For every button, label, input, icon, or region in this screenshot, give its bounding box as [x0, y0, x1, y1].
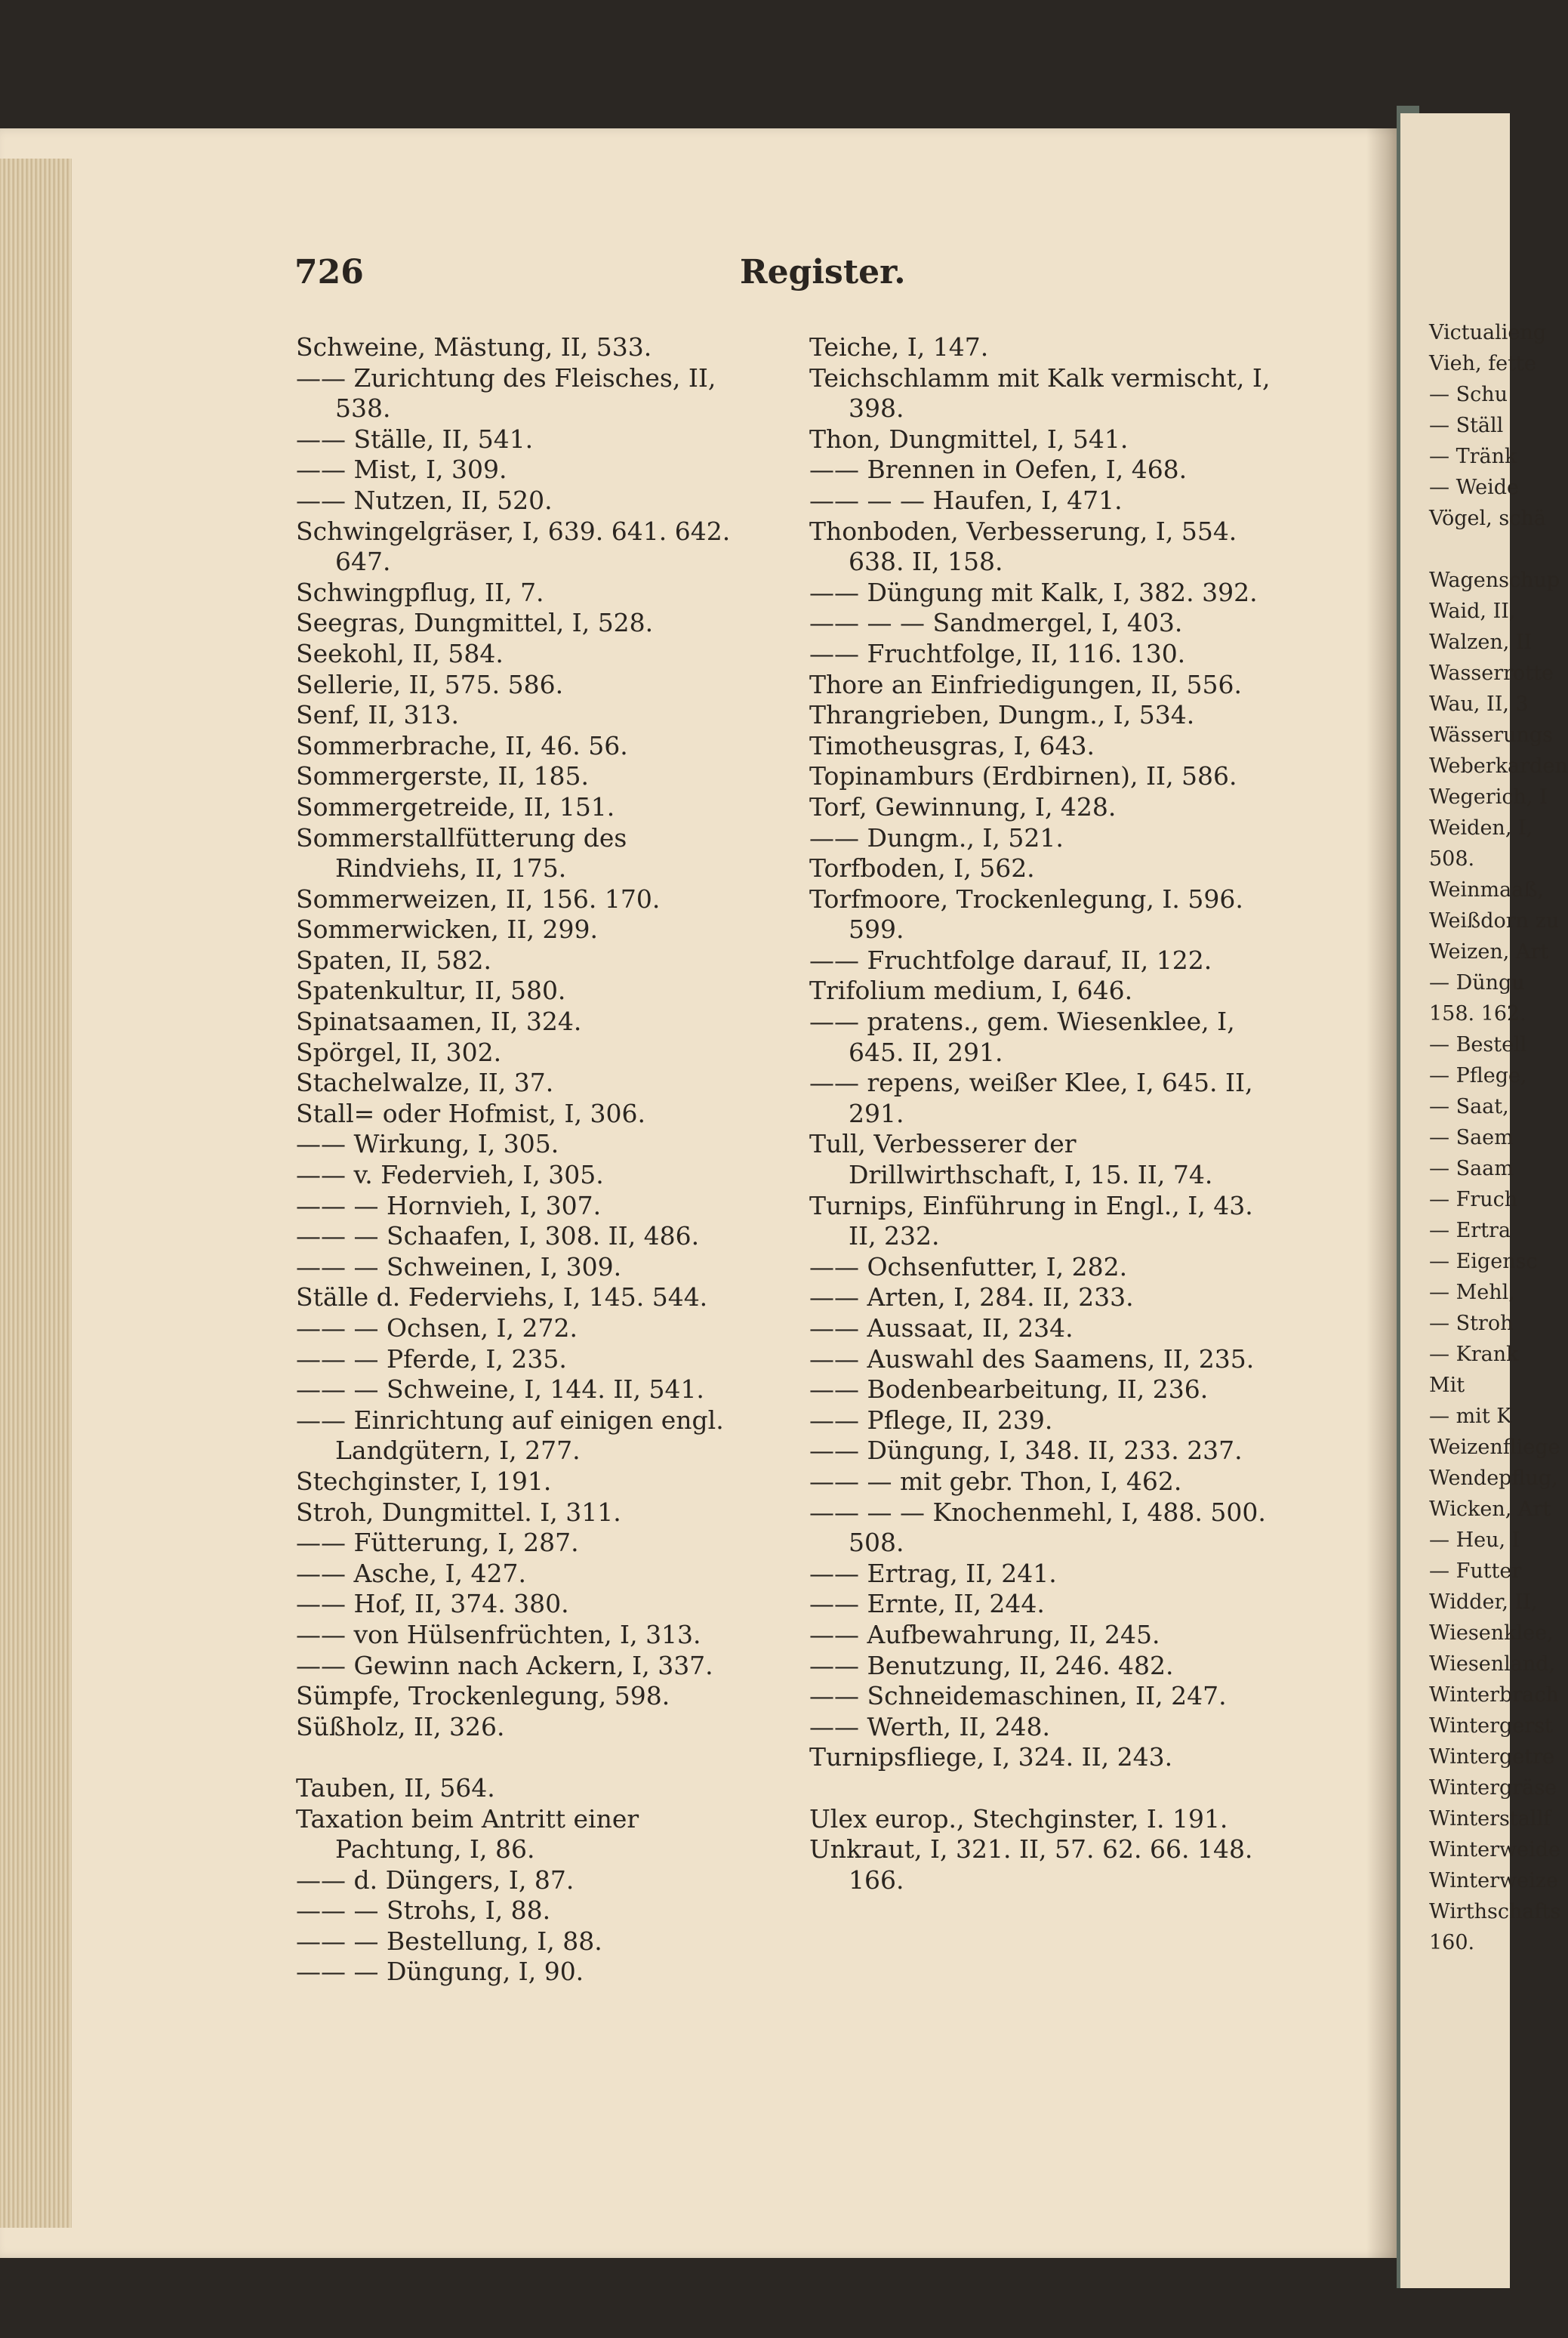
index-entry: —— Düngung mit Kalk, I, 382. 392.: [809, 577, 1258, 607]
index-entry: —— — — Sandmergel, I, 403.: [809, 608, 1183, 638]
index-entry: Stechginster, I, 191.: [296, 1466, 552, 1496]
fragment-line: Wirthschafts: [1429, 1900, 1561, 1923]
fragment-line: — Düngu: [1429, 971, 1525, 995]
index-entry: —— Aufbewahrung, II, 245.: [809, 1619, 1160, 1649]
index-entry: Thon, Dungmittel, I, 541.: [809, 424, 1129, 454]
index-entry: Senf, II, 313.: [296, 700, 459, 730]
fragment-line: Victualieng: [1429, 321, 1547, 344]
fragment-line: Wasserrotte: [1429, 662, 1554, 685]
fragment-line: Wiesenklee,: [1429, 1621, 1554, 1645]
index-entry: Spinatsaamen, II, 324.: [296, 1007, 582, 1037]
index-entry: Seegras, Dungmittel, I, 528.: [296, 608, 654, 638]
index-entry: Spatenkultur, II, 580.: [296, 976, 566, 1006]
index-entry: Sommerweizen, II, 156. 170.: [296, 884, 661, 914]
fragment-line: — Saam: [1429, 1157, 1514, 1180]
index-entry: —— — Ochsen, I, 272.: [296, 1313, 578, 1343]
index-entry: —— Ochsenfutter, I, 282.: [809, 1251, 1128, 1282]
index-entry: —— — Düngung, I, 90.: [296, 1957, 584, 1987]
index-entry: Turnips, Einführung in Engl., I, 43. II, 232.: [809, 1190, 1253, 1251]
index-entry: —— Ställe, II, 541.: [296, 424, 534, 454]
page-edges: [0, 159, 72, 2228]
fragment-line: Wiesenland,: [1429, 1652, 1556, 1676]
spacer: [809, 1773, 1277, 1804]
index-entry: —— Asche, I, 427.: [296, 1558, 526, 1588]
fragment-line: — Saem: [1429, 1126, 1514, 1149]
index-entry: Sümpfe, Trockenlegung, 598.: [296, 1681, 670, 1711]
fragment-line: Weißdorn zu: [1429, 909, 1560, 933]
fragment-line: — Stroh: [1429, 1312, 1514, 1335]
fragment-line: Mit: [1429, 1374, 1465, 1397]
index-entry: —— Pflege, II, 239.: [809, 1405, 1053, 1435]
index-entry: Trifolium medium, I, 646.: [809, 976, 1133, 1006]
fragment-line: — Fruch: [1429, 1188, 1518, 1211]
page-number: 726: [294, 253, 364, 291]
fragment-line: Wendepflug,: [1429, 1467, 1558, 1490]
index-entry: —— — Strohs, I, 88.: [296, 1895, 551, 1926]
fragment-line: Wagenschup: [1429, 569, 1560, 592]
index-entry: Timotheusgras, I, 643.: [809, 730, 1095, 760]
index-entry: Schwingelgräser, I, 639. 641. 642. 647.: [296, 516, 731, 577]
index-entry: —— Ertrag, II, 241.: [809, 1558, 1057, 1588]
fragment-line: — Krank: [1429, 1343, 1519, 1366]
index-entry: Stall= oder Hofmist, I, 306.: [296, 1098, 645, 1128]
index-entry: Süßholz, II, 326.: [296, 1711, 505, 1741]
index-entry: —— Brennen in Oefen, I, 468.: [809, 455, 1188, 485]
fragment-line: Walzen, II: [1429, 631, 1533, 654]
spacer: [296, 1742, 764, 1773]
index-entry: Topinamburs (Erdbirnen), II, 586.: [809, 761, 1237, 791]
fragment-line: Weinmaaß,: [1429, 878, 1544, 902]
fragment-line: Wintergetre: [1429, 1745, 1555, 1769]
index-entry: Ulex europ., Stechginster, I. 191.: [809, 1803, 1228, 1834]
fragment-line: Winterstallf: [1429, 1807, 1551, 1831]
fragment-line: — Ställ: [1429, 414, 1504, 437]
index-entry: —— Auswahl des Saamens, II, 235.: [809, 1343, 1255, 1374]
fragment-line: — Saat,: [1429, 1095, 1509, 1118]
index-column-right: [809, 332, 1277, 1895]
fragment-line: — Tränk: [1429, 445, 1517, 468]
index-entry: Sommergetreide, II, 151.: [296, 791, 615, 822]
fragment-line: Wicken, Art: [1429, 1497, 1551, 1521]
index-entry: —— Nutzen, II, 520.: [296, 485, 553, 515]
fragment-line: — Schu: [1429, 383, 1508, 406]
running-head: Register.: [740, 253, 906, 291]
fragment-line: Winterbrach: [1429, 1683, 1559, 1707]
index-entry: Schweine, Mästung, II, 533.: [296, 332, 652, 362]
fragment-line: — Mehl,: [1429, 1281, 1515, 1304]
index-entry: Sommerwicken, II, 299.: [296, 915, 598, 945]
index-entry: —— — Schweinen, I, 309.: [296, 1251, 622, 1282]
index-entry: Torfboden, I, 562.: [809, 853, 1035, 884]
fragment-line: — mit K: [1429, 1405, 1512, 1428]
index-entry: —— Bodenbearbeitung, II, 236.: [809, 1374, 1209, 1405]
index-entry: Spaten, II, 582.: [296, 945, 491, 975]
index-entry: —— d. Düngers, I, 87.: [296, 1865, 575, 1895]
index-entry: —— — — Haufen, I, 471.: [809, 485, 1123, 515]
index-entry: Sommerstallfütterung des Rindviehs, II, 175.: [296, 822, 627, 884]
index-entry: —— Ernte, II, 244.: [809, 1589, 1045, 1619]
index-entry: —— Fütterung, I, 287.: [296, 1528, 579, 1558]
index-entry: —— repens, weißer Klee, I, 645. II, 291.: [809, 1068, 1253, 1128]
fragment-line: — Pflege,: [1429, 1064, 1527, 1087]
index-entry: —— von Hülsenfrüchten, I, 313.: [296, 1619, 701, 1649]
fragment-line: — Futter: [1429, 1559, 1522, 1583]
index-entry: Tull, Verbesserer der Drillwirthschaft, I, 15. II, 74.: [809, 1129, 1213, 1190]
index-entry: —— — Pferde, I, 235.: [296, 1343, 567, 1374]
fragment-line: Weizenfliege: [1429, 1436, 1560, 1459]
fragment-line: Vögel, schä: [1429, 507, 1546, 530]
fragment-line: Waid, II,: [1429, 600, 1516, 623]
fragment-line: 508.: [1429, 847, 1475, 871]
index-entry: Tauben, II, 564.: [296, 1772, 495, 1803]
index-entry: Sellerie, II, 575. 586.: [296, 669, 564, 699]
fragment-line: — Weide: [1429, 476, 1520, 499]
fragment-line: [1429, 534, 1510, 565]
fragment-line: 160.: [1429, 1931, 1475, 1954]
index-entry: Torfmoore, Trockenlegung, I. 596. 599.: [809, 884, 1243, 945]
page-header: [294, 253, 1276, 298]
index-entry: Stroh, Dungmittel. I, 311.: [296, 1497, 621, 1527]
fragment-line: Winterweide: [1429, 1838, 1561, 1861]
fragment-line: — Heu, I: [1429, 1528, 1520, 1552]
index-entry: —— Schneidemaschinen, II, 247.: [809, 1681, 1227, 1711]
fragment-line: Vieh, fette: [1429, 352, 1536, 375]
index-entry: Turnipsfliege, I, 324. II, 243.: [809, 1742, 1173, 1772]
index-entry: —— Einrichtung auf einigen engl. Landgütern, I, 277.: [296, 1405, 724, 1466]
index-entry: Unkraut, I, 321. II, 57. 62. 66. 148. 166.: [809, 1834, 1253, 1895]
index-entry: Stachelwalze, II, 37.: [296, 1068, 554, 1098]
fragment-line: Wintergräse: [1429, 1776, 1557, 1800]
fragment-line: — Eigensc: [1429, 1250, 1538, 1273]
fragment-line: Wintergerst: [1429, 1714, 1553, 1738]
index-entry: Thonboden, Verbesserung, I, 554. 638. II, 158.: [809, 516, 1237, 577]
fragment-line: 158. 162.: [1429, 1002, 1526, 1026]
index-entry: Sommergerste, II, 185.: [296, 761, 590, 791]
index-entry: —— — Bestellung, I, 88.: [296, 1926, 602, 1956]
index-entry: —— Benutzung, II, 246. 482.: [809, 1650, 1174, 1680]
index-entry: —— — Schweine, I, 144. II, 541.: [296, 1374, 704, 1405]
index-entry: —— — mit gebr. Thon, I, 462.: [809, 1466, 1182, 1496]
book-gutter: [1366, 128, 1400, 2258]
index-entry: Torf, Gewinnung, I, 428.: [809, 791, 1117, 822]
index-entry: Schwingpflug, II, 7.: [296, 577, 544, 607]
fragment-line: — Ertra: [1429, 1219, 1511, 1242]
index-column-left: [296, 332, 764, 1988]
index-entry: —— — Hornvieh, I, 307.: [296, 1190, 602, 1220]
index-entry: Teichschlamm mit Kalk vermischt, I, 398.: [809, 362, 1271, 424]
fragment-line: Weberkarden: [1429, 754, 1568, 778]
fragment-line: Winterweize: [1429, 1869, 1558, 1892]
index-entry: Teiche, I, 147.: [809, 332, 989, 362]
index-entry: —— Hof, II, 374. 380.: [296, 1589, 569, 1619]
index-entry: —— v. Federvieh, I, 305.: [296, 1160, 604, 1190]
index-entry: —— Dungm., I, 521.: [809, 822, 1064, 853]
index-entry: —— pratens., gem. Wiesenklee, I, 645. II, 291.: [809, 1007, 1235, 1067]
index-entry: —— Arten, I, 284. II, 233.: [809, 1282, 1134, 1312]
index-entry: —— Mist, I, 309.: [296, 455, 507, 485]
index-entry: —— — — Knochenmehl, I, 488. 500. 508.: [809, 1497, 1266, 1558]
index-entry: —— Zurichtung des Fleisches, II, 538.: [296, 362, 716, 424]
fragment-line: Weizen, Art: [1429, 940, 1549, 964]
fragment-line: — Bestell: [1429, 1033, 1527, 1056]
fragment-line: Weiden, I,: [1429, 816, 1533, 840]
fragment-line: Wässerungs: [1429, 723, 1554, 747]
fragment-line: Widder, II,: [1429, 1590, 1538, 1614]
index-entry: —— Wirkung, I, 305.: [296, 1129, 559, 1159]
fragment-line: Wegerich, I: [1429, 785, 1548, 809]
index-entry: —— Düngung, I, 348. II, 233. 237.: [809, 1436, 1243, 1466]
index-entry: —— Fruchtfolge, II, 116. 130.: [809, 638, 1186, 668]
index-entry: Sommerbrache, II, 46. 56.: [296, 730, 628, 760]
fragment-line: Wau, II, 3: [1429, 692, 1529, 716]
index-entry: —— Gewinn nach Ackern, I, 337.: [296, 1650, 713, 1680]
index-entry: Seekohl, II, 584.: [296, 638, 504, 668]
index-entry: Ställe d. Federviehs, I, 145. 544.: [296, 1282, 708, 1312]
index-entry: Thrangrieben, Dungm., I, 534.: [809, 700, 1195, 730]
index-entry: —— — Schaafen, I, 308. II, 486.: [296, 1221, 700, 1251]
index-entry: Spörgel, II, 302.: [296, 1037, 502, 1067]
index-entry: Thore an Einfriedigungen, II, 556.: [809, 669, 1243, 699]
index-entry: Taxation beim Antritt einer Pachtung, I, 86.: [296, 1803, 639, 1865]
index-entry: —— Aussaat, II, 234.: [809, 1313, 1074, 1343]
right-page-fragments: [1429, 317, 1568, 1958]
index-entry: —— Fruchtfolge darauf, II, 122.: [809, 945, 1212, 975]
index-entry: —— Werth, II, 248.: [809, 1711, 1051, 1741]
